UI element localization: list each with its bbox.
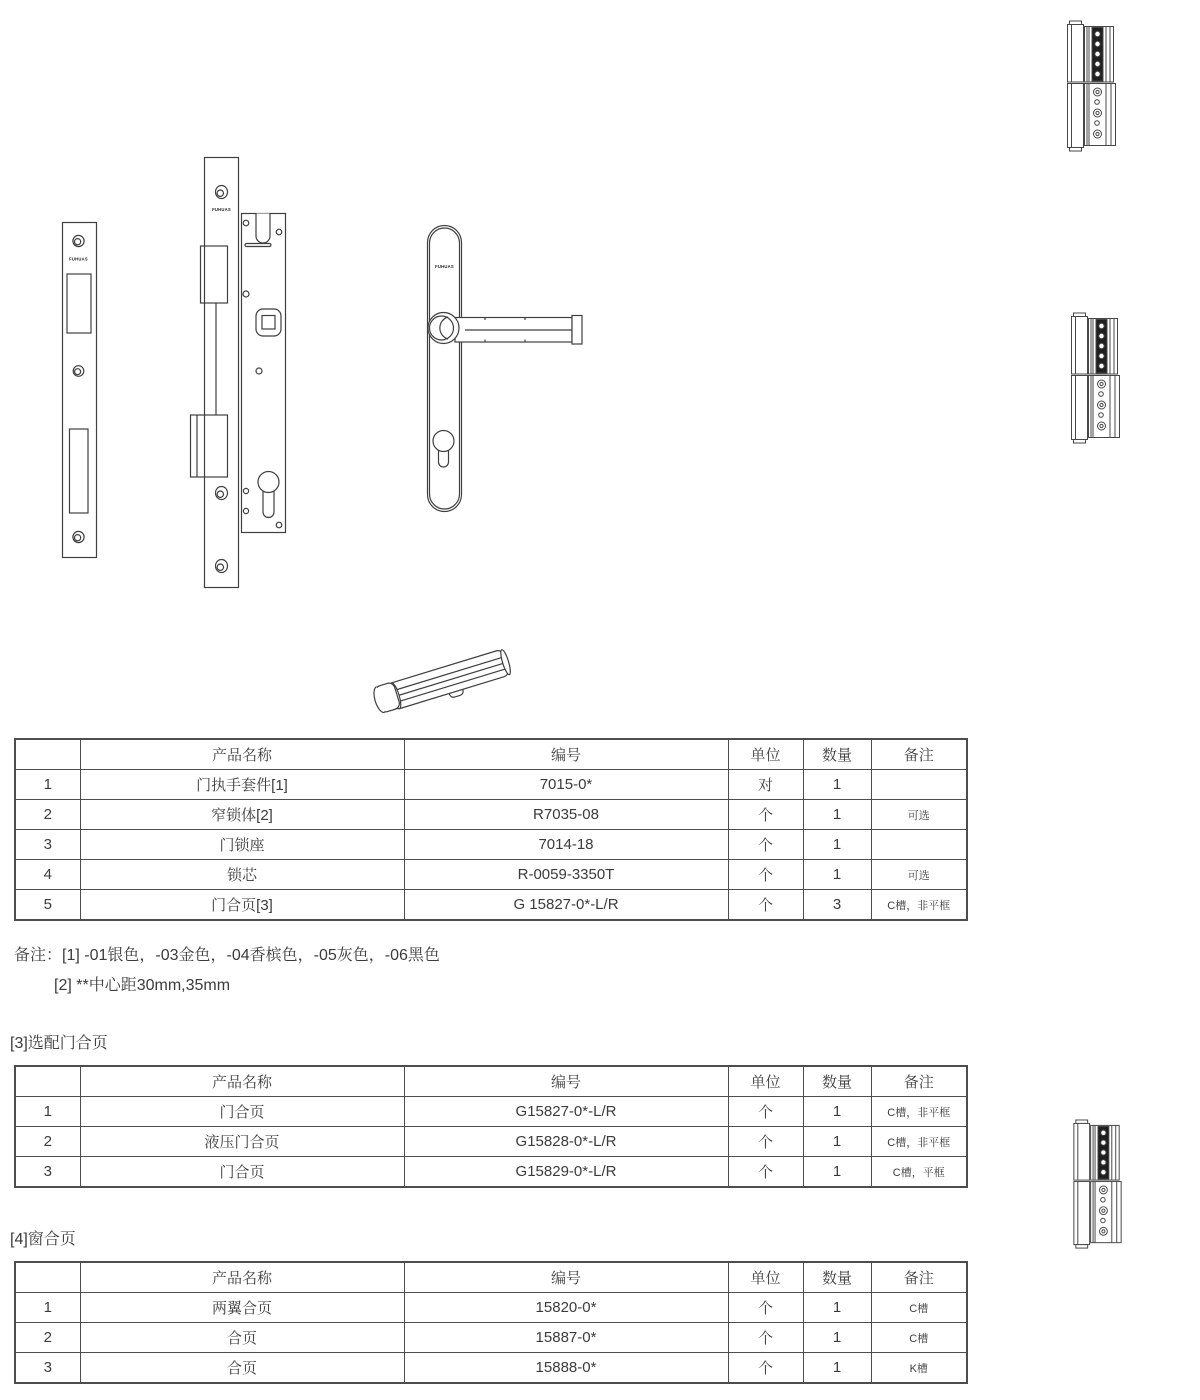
cell-unit: 个: [728, 1293, 803, 1323]
cell-name: 门合页[3]: [80, 890, 404, 921]
cell-remark: C槽，非平框: [871, 1097, 967, 1127]
lock-cylinder-drawing: [368, 640, 518, 725]
cell-no: 2: [15, 1127, 80, 1157]
header-name: 产品名称: [80, 1262, 404, 1293]
cell-name: 合页: [80, 1323, 404, 1353]
header-unit: 单位: [728, 1262, 803, 1293]
cell-qty: 1: [803, 1127, 871, 1157]
cell-qty: 1: [803, 1323, 871, 1353]
door-hinge-drawing-middle: [1070, 312, 1122, 448]
cell-remark: K槽: [871, 1353, 967, 1384]
cell-remark: [871, 770, 967, 800]
table-row: [15, 890, 967, 921]
cell-qty: 1: [803, 1353, 871, 1384]
cell-unit: 个: [728, 1097, 803, 1127]
cell-code: 15887-0*: [404, 1323, 728, 1353]
cell-name: 液压门合页: [80, 1127, 404, 1157]
cell-unit: 个: [728, 800, 803, 830]
notes-block: [14, 941, 440, 1001]
cell-qty: 1: [803, 1097, 871, 1127]
cell-name: 锁芯: [80, 860, 404, 890]
header-code: 编号: [404, 1066, 728, 1097]
header-qty: 数量: [803, 739, 871, 770]
header-remark: 备注: [871, 1066, 967, 1097]
cell-code: 7015-0*: [404, 770, 728, 800]
cell-no: 1: [15, 1293, 80, 1323]
brand-mark: FUHUAS: [435, 264, 454, 269]
cell-no: 4: [15, 860, 80, 890]
cell-code: G15827-0*-L/R: [404, 1097, 728, 1127]
header-unit: 单位: [728, 739, 803, 770]
cell-name: 门合页: [80, 1097, 404, 1127]
cell-code: G15829-0*-L/R: [404, 1157, 728, 1188]
table-header-row: [15, 1262, 967, 1293]
notes-label: 备注：: [14, 947, 63, 964]
table-row: [15, 1097, 967, 1127]
section-title-door-hinges: [3]选配门合页: [10, 1035, 108, 1052]
brand-mark: FUHUAS: [212, 207, 231, 212]
header-unit: 单位: [728, 1066, 803, 1097]
note-line-1: [14, 941, 440, 971]
cell-remark: C槽，非平框: [871, 890, 967, 921]
cell-unit: 对: [728, 770, 803, 800]
cell-code: G 15827-0*-L/R: [404, 890, 728, 921]
table-row: [15, 800, 967, 830]
cell-remark: [871, 830, 967, 860]
cell-name: 门执手套件[1]: [80, 770, 404, 800]
cell-code: R7035-08: [404, 800, 728, 830]
cell-code: 7014-18: [404, 830, 728, 860]
cell-no: 1: [15, 1097, 80, 1127]
table-row: [15, 1157, 967, 1188]
cell-remark: C槽: [871, 1323, 967, 1353]
header-no: [15, 739, 80, 770]
handle-set-drawing: [415, 222, 600, 557]
cell-unit: 个: [728, 890, 803, 921]
door-hinge-table: [14, 1065, 968, 1188]
header-code: 编号: [404, 1262, 728, 1293]
brand-mark: FUHUAS: [69, 256, 88, 262]
cell-code: G15828-0*-L/R: [404, 1127, 728, 1157]
cell-code: 15888-0*: [404, 1353, 728, 1384]
cell-no: 5: [15, 890, 80, 921]
window-hinge-table: [14, 1261, 968, 1384]
cell-remark: C槽，非平框: [871, 1127, 967, 1157]
cell-qty: 1: [803, 800, 871, 830]
main-parts-table: [14, 738, 968, 921]
cell-name: 两翼合页: [80, 1293, 404, 1323]
cell-name: 门锁座: [80, 830, 404, 860]
lock-body-drawing: [188, 152, 305, 597]
cell-remark: C槽: [871, 1293, 967, 1323]
cell-qty: 3: [803, 890, 871, 921]
table-row: [15, 1353, 967, 1384]
cell-code: 15820-0*: [404, 1293, 728, 1323]
section-title-window-hinges: [4]窗合页: [10, 1231, 76, 1248]
cell-qty: 1: [803, 860, 871, 890]
header-remark: 备注: [871, 739, 967, 770]
cell-no: 3: [15, 830, 80, 860]
header-name: 产品名称: [80, 739, 404, 770]
table-row: [15, 860, 967, 890]
table-row: [15, 770, 967, 800]
note-text-1: [1] -01银色，-03金色，-04香槟色，-05灰色，-06黑色: [62, 947, 440, 964]
cell-qty: 1: [803, 1157, 871, 1188]
cell-no: 1: [15, 770, 80, 800]
cell-unit: 个: [728, 830, 803, 860]
door-hinge-drawing-bottom: [1072, 1119, 1124, 1253]
table-header-row: [15, 1066, 967, 1097]
header-no: [15, 1262, 80, 1293]
door-hinge-drawing-top: [1066, 18, 1118, 158]
cell-qty: 1: [803, 830, 871, 860]
table-row: [15, 1293, 967, 1323]
header-name: 产品名称: [80, 1066, 404, 1097]
cell-remark: 可选: [871, 860, 967, 890]
note-line-2: [2] **中心距30mm,35mm: [54, 977, 231, 994]
header-qty: 数量: [803, 1262, 871, 1293]
cell-unit: 个: [728, 1157, 803, 1188]
header-code: 编号: [404, 739, 728, 770]
table-row: [15, 830, 967, 860]
cell-qty: 1: [803, 770, 871, 800]
cell-code: R-0059-3350T: [404, 860, 728, 890]
table-row: [15, 1323, 967, 1353]
cell-no: 2: [15, 800, 80, 830]
table-row: [15, 1127, 967, 1157]
cell-no: 2: [15, 1323, 80, 1353]
cell-name: 合页: [80, 1353, 404, 1384]
cell-unit: 个: [728, 860, 803, 890]
header-no: [15, 1066, 80, 1097]
cell-no: 3: [15, 1157, 80, 1188]
cell-remark: 可选: [871, 800, 967, 830]
cell-remark: C槽，平框: [871, 1157, 967, 1188]
cell-no: 3: [15, 1353, 80, 1384]
cell-unit: 个: [728, 1127, 803, 1157]
cell-unit: 个: [728, 1353, 803, 1384]
cell-unit: 个: [728, 1323, 803, 1353]
header-qty: 数量: [803, 1066, 871, 1097]
header-remark: 备注: [871, 1262, 967, 1293]
cell-name: 窄锁体[2]: [80, 800, 404, 830]
cell-name: 门合页: [80, 1157, 404, 1188]
strike-plate-drawing: [58, 218, 102, 564]
table-header-row: [15, 739, 967, 770]
cell-qty: 1: [803, 1293, 871, 1323]
